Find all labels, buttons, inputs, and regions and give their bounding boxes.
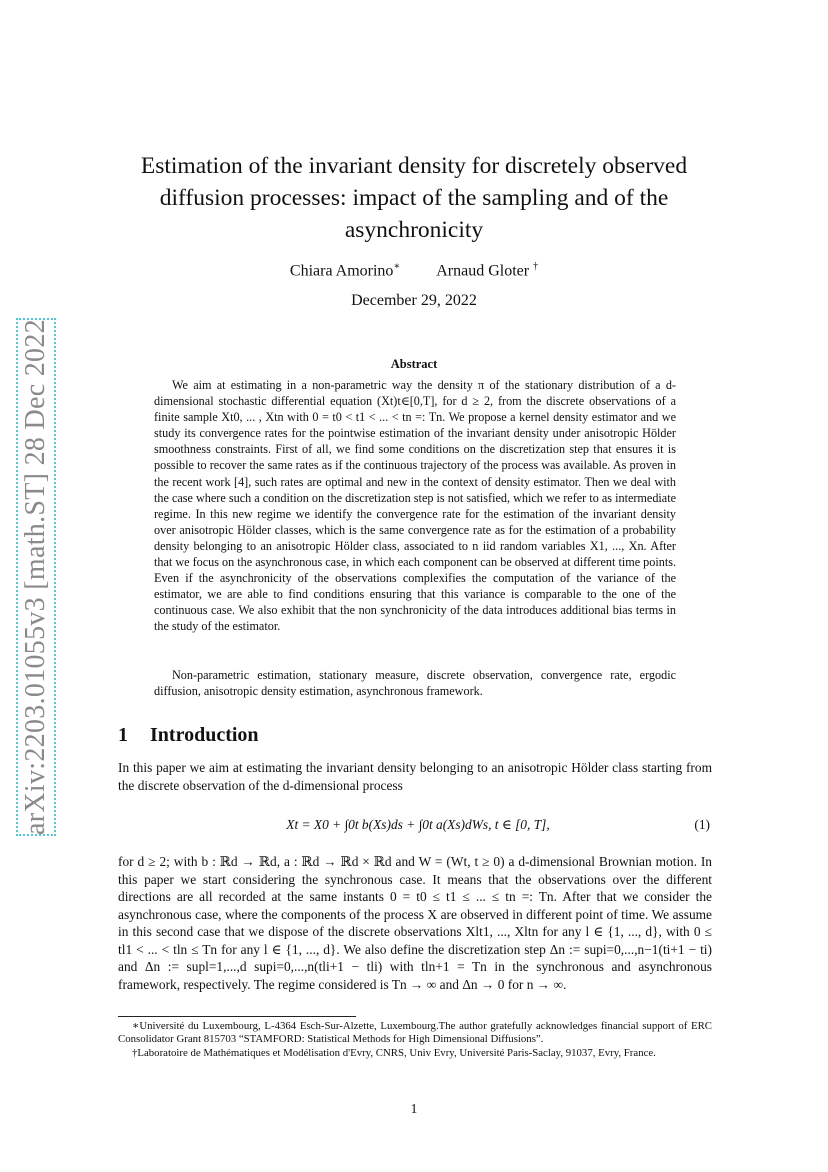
author-footnote-mark: ∗: [393, 261, 401, 272]
arxiv-stamp[interactable]: [16, 318, 56, 836]
author-name: Chiara Amorino: [289, 262, 394, 280]
paper-date: December 29, 2022: [351, 292, 477, 309]
footnote-rule: [118, 1016, 356, 1017]
equation-body: Xt = X0 + ∫0t b(Xs)ds + ∫0t a(Xs)dWs, t ∈ [0, T],: [286, 817, 550, 832]
author-name: Arnaud Gloter: [436, 262, 530, 280]
intro-paragraph-1: In this paper we aim at estimating the invariant density belonging to an anisotropic Hölder class starting from the discrete observation of the d-dimensional process: [118, 760, 712, 793]
equation-1: [118, 806, 712, 844]
arxiv-identifier[interactable]: arXiv:2203.01055v3 [math.ST] 28 Dec 2022: [20, 319, 51, 835]
section-title: Introduction: [150, 724, 259, 746]
page-number: 1: [410, 1101, 418, 1116]
intro-paragraph-2: for d ≥ 2; with b : ℝd → ℝd, a : ℝd → ℝd × ℝd and W = (Wt, t ≥ 0) a d-dimensional Brownian motion. In this paper we start considering the synchronous case. It means that the observations over the different directions are all recorded at the same instants 0 = t0 ≤ t1 ≤ ... ≤ tn =: Tn. After that we consider the asynchronous case, where the components of the process X are observed in different point of time. We assume in this second case that we dispose of the discrete observations Xlt1, ..., Xltn for any l ∈ {1, ..., d}, with 0 ≤ tl1 < ... < tln ≤ Tn for any l ∈ {1, ..., d}. We also define the discretization step Δn := supi=0,...,n−1(ti+1 − ti) and Δn := supl=1,...,d supi=0,...,n(tli+1 − tli) with tln+1 = Tn in the synchronous and asynchronous framework, respectively. The regime considered is Tn → ∞ and Δn → 0 for n → ∞.: [118, 854, 712, 992]
footnote-2: †Laboratoire de Mathématiques et Modélisation d'Evry, CNRS, Univ Evry, Université Paris-Saclay, 91037, Evry, France.: [132, 1046, 656, 1059]
abstract-text: We aim at estimating in a non-parametric way the density π of the stationary distribution of a d-dimensional stochastic differential equation (Xt)t∈[0,T], for d ≥ 2, from the discrete observations of a finite sample Xt0, ... , Xtn with 0 = t0 < t1 < ... < tn =: Tn. We propose a kernel density estimator and we study its convergence rates for the pointwise estimation of the invariant density under anisotropic Hölder smoothness constraints. First of all, we find some conditions on the discretization step that ensures it is possible to recover the same rates as if the continuous trajectory of the process was available. As proven in the recent work [4], such rates are optimal and new in the context of density estimator. Then we deal with the case where such a condition on the discretization step is not satisfied, which we refer to as intermediate regime. In this new regime we identify the convergence rate for the estimation of the invariant density over anisotropic Hölder classes, which is the same convergence rate as for the estimation of a probability density belonging to an anisotropic Hölder class, associated to n iid random variables X1, ..., Xn. After that we focus on the asynchronous case, in which each component can be observed at different time points. Even if the asynchronicity of the observations complexifies the computation of the variance of the estimator, we are able to find conditions ensuring that this variance is comparable to the one of the continuous case. We also exhibit that the non synchronicity of the data introduces additional bias terms in the study of the estimator.: [154, 378, 676, 634]
author-2: [436, 255, 538, 283]
author-list: [110, 255, 718, 283]
author-1: [290, 255, 400, 283]
footnote-1: ∗Université du Luxembourg, L-4364 Esch-Sur-Alzette, Luxembourg.The author gratefully acknowledges financial support of ERC Consolidator Grant 815703 “STAMFORD: Statistical Methods for High Dimensional Diffusions”.: [118, 1020, 712, 1046]
footnotes: [118, 1020, 712, 1060]
author-footnote-mark: †: [533, 261, 539, 272]
equation-number: (1): [694, 817, 710, 832]
abstract-heading: Abstract: [390, 357, 438, 371]
section-heading: [118, 722, 718, 748]
paper-title: Estimation of the invariant density for discretely observed diffusion processes: impact of the sampling and of the asynchronicity: [140, 153, 688, 243]
section-number: 1: [118, 724, 128, 746]
keywords: Non-parametric estimation, stationary measure, discrete observation, convergence rate, ergodic diffusion, anisotropic density estimation, asynchronous framework.: [154, 668, 676, 699]
